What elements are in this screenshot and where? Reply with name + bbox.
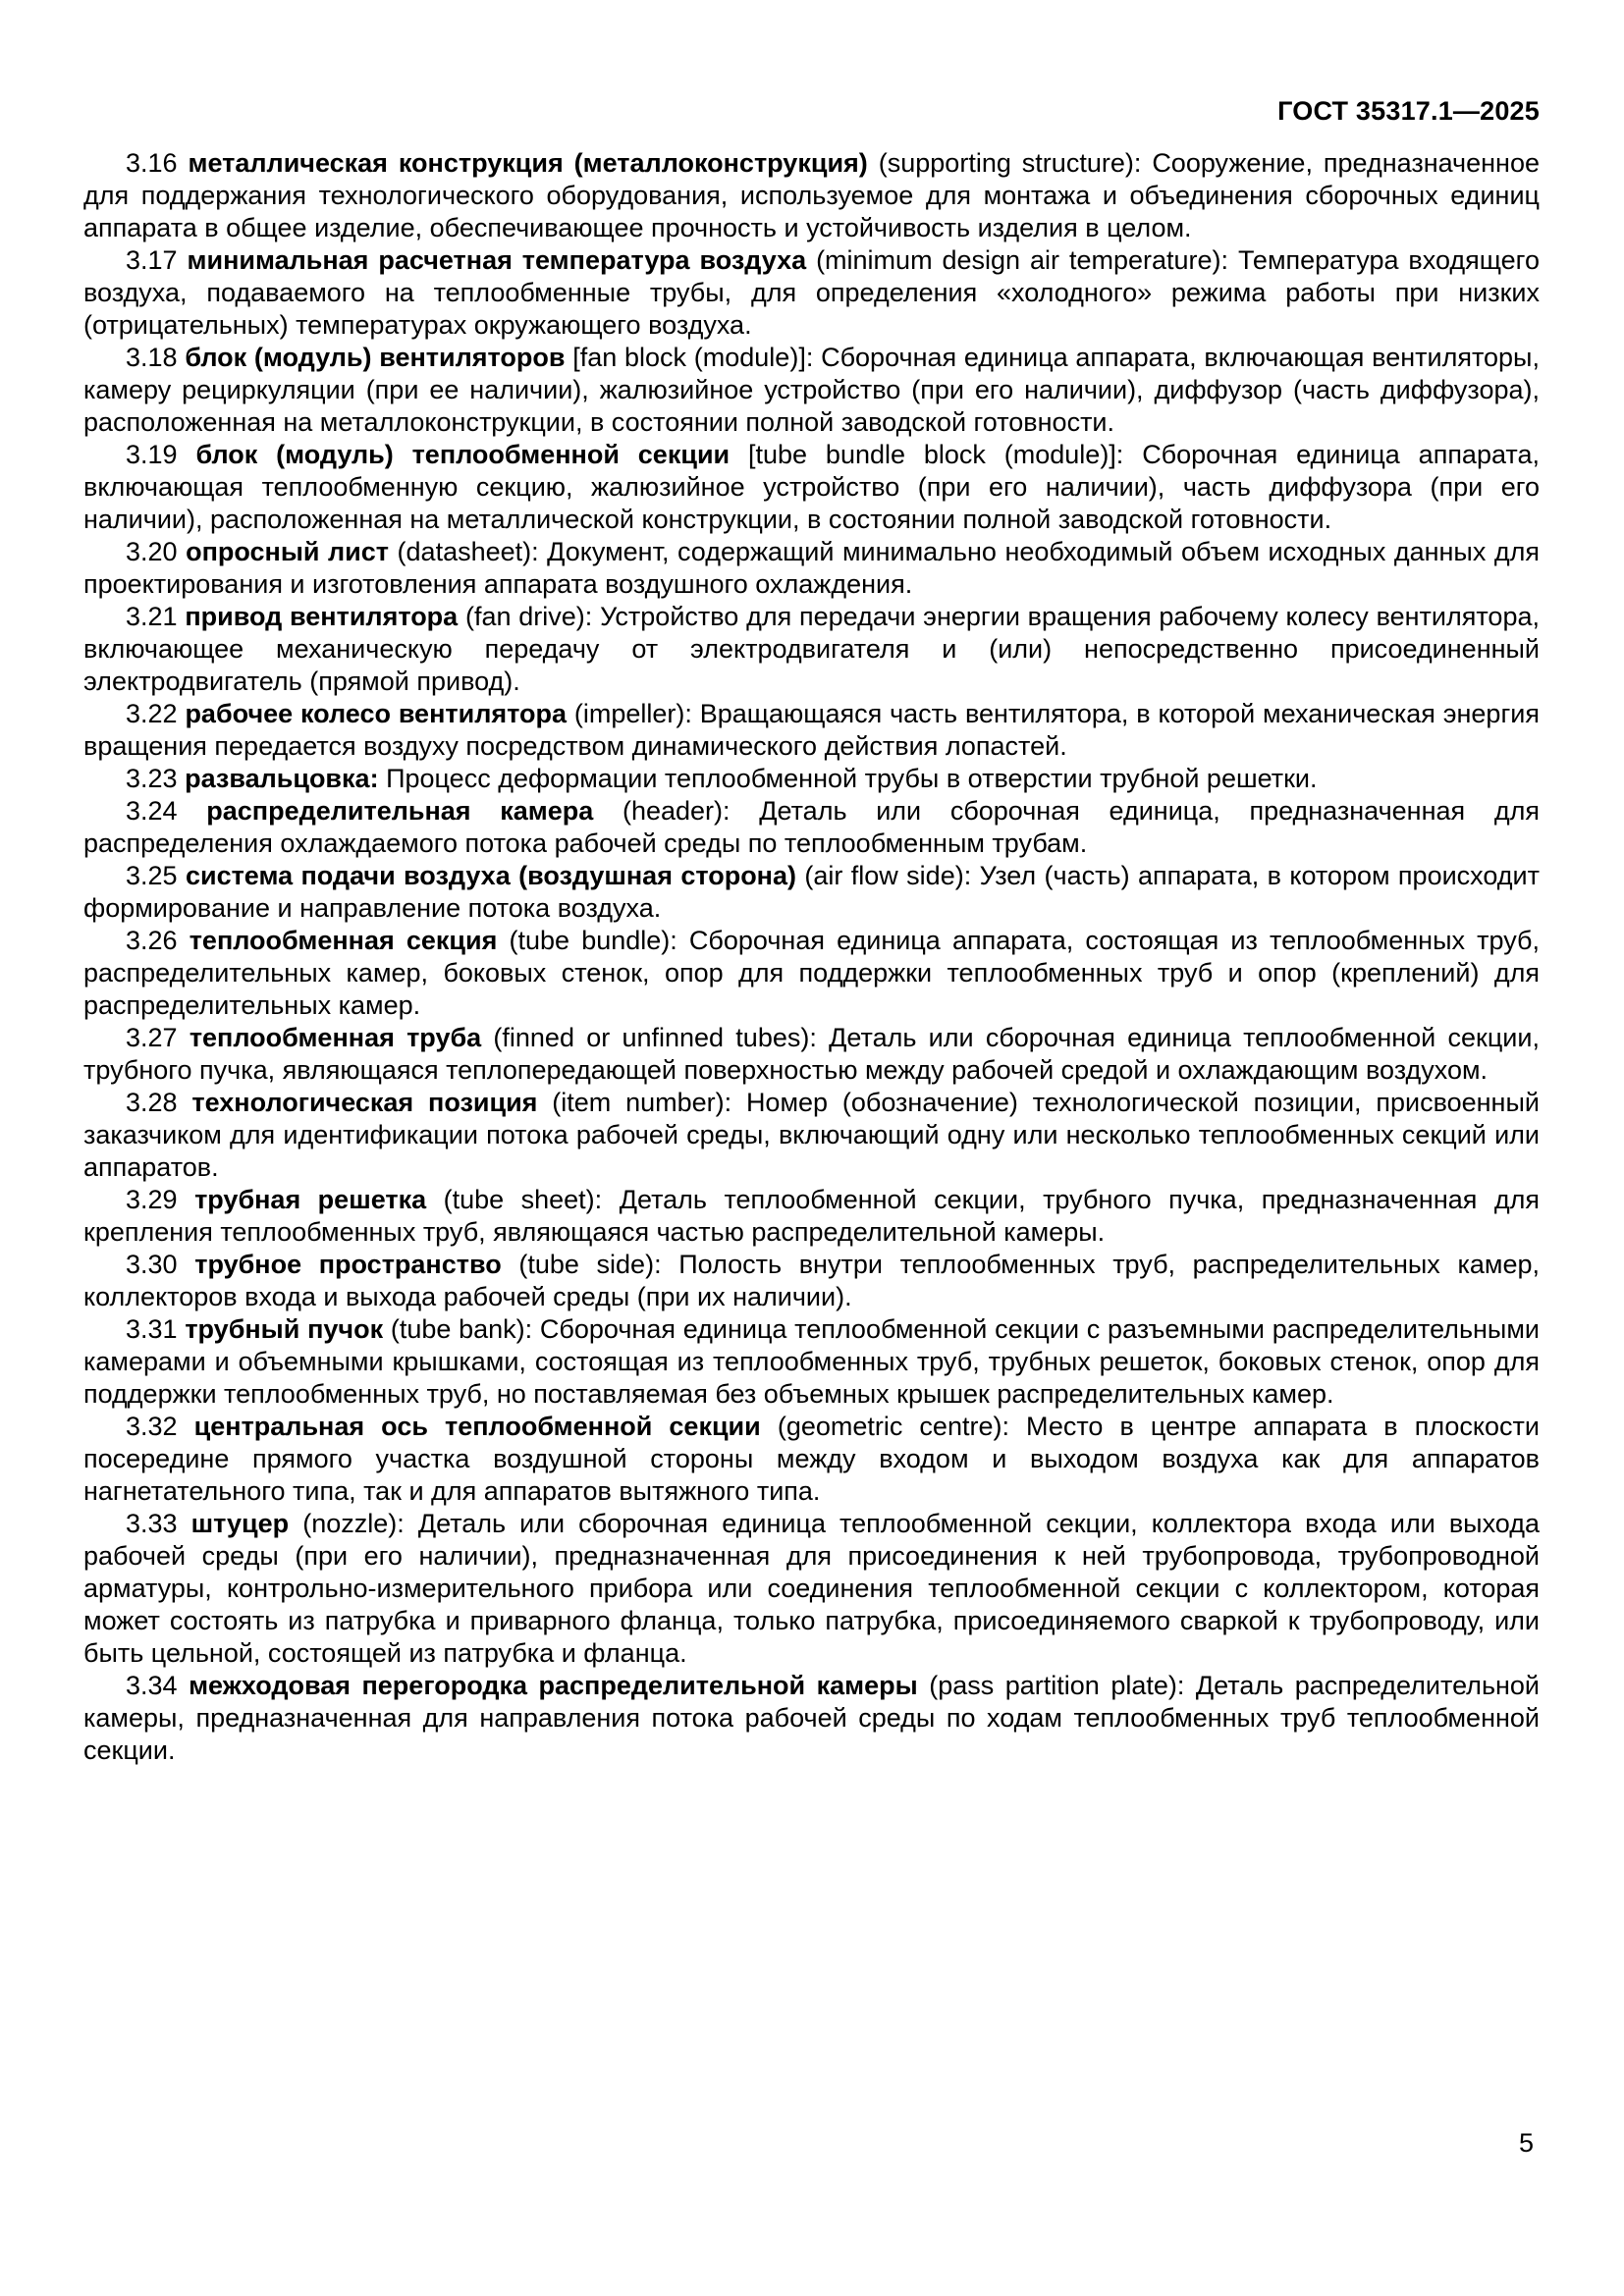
term-number: 3.17 [126, 245, 178, 275]
term-title: блок (модуль) теплообменной секции [195, 440, 731, 469]
term-english: (fan drive): [464, 602, 593, 631]
term-entry [83, 1508, 1540, 1670]
page-number: 5 [1518, 2128, 1534, 2158]
terms-list [83, 147, 1540, 1767]
term-definition: Вращающаяся часть вентилятора, в которой механическая энергия вращения передается воздуху посредством динамического действия лопастей. [83, 699, 1540, 761]
term-title: межходовая перегородка распределительной камеры [189, 1671, 918, 1700]
term-entry [83, 925, 1540, 1022]
term-definition: Деталь или сборочная единица теплообменной секции, коллектора входа или выхода рабочей среды (при его наличии), предназначенная для присоединения к ней трубопровода, трубопроводной арматуры, контрольно-измерительного прибора или соединения теплообменной секции с коллектором, которая может состоять из патрубка и приварного фланца, только патрубка, присоединяемого сваркой к трубопроводу, или быть цельной, состоящей из патрубка и фланца. [83, 1509, 1540, 1668]
term-entry [83, 244, 1540, 342]
term-title: теплообменная секция [189, 926, 498, 955]
term-english: (tube bank): [390, 1314, 533, 1344]
term-entry [83, 860, 1540, 925]
term-entry [83, 342, 1540, 439]
term-definition: Устройство для передачи энергии вращения рабочему колесу вентилятора, включающее механическую передачу от электродвигателя и (или) непосредственно присоединенный электродвигатель (прямой привод). [83, 602, 1540, 696]
term-title: рабочее колесо вентилятора [185, 699, 567, 728]
term-definition: Сооружение, предназначенное для поддержания технологического оборудования, используемое для монтажа и объединения сборочных единиц аппарата в общее изделие, обеспечивающее прочность и устойчивость изделия в целом. [83, 148, 1540, 242]
term-number: 3.18 [126, 343, 178, 372]
term-number: 3.34 [126, 1671, 178, 1700]
term-english: (supporting structure): [878, 148, 1142, 178]
term-definition: Место в центре аппарата в плоскости посередине прямого участка воздушной стороны между входом и выходом воздуха как для аппаратов нагнетательного типа, так и для аппаратов вытяжного типа. [83, 1412, 1540, 1506]
doc-number-header: ГОСТ 35317.1—2025 [1277, 96, 1540, 126]
term-number: 3.33 [126, 1509, 178, 1538]
term-english: [fan block (module)]: [572, 343, 814, 372]
term-definition: Сборочная единица теплообменной секции с разъемными распределительными камерами и объемными крышками, состоящая из теплообменных труб, трубных решеток, боковых стенок, опор для поддержки теплообменных труб, но поставляемая без объемных крышек распределительных камер. [83, 1314, 1540, 1409]
term-number: 3.29 [126, 1185, 178, 1214]
term-definition: Документ, содержащий минимально необходимый объем исходных данных для проектирования и изготовления аппарата воздушного охлаждения. [83, 537, 1540, 599]
term-definition: Сборочная единица аппарата, включающая вентиляторы, камеру рециркуляции (при ее наличии), жалюзийное устройство (при его наличии), диффузор (часть диффузора), расположенная на металлоконструкции, в состоянии полной заводской готовности. [83, 343, 1540, 437]
term-title: привод вентилятора [185, 602, 459, 631]
term-english: (finned or unfinned tubes): [493, 1023, 817, 1052]
term-english: (nozzle): [302, 1509, 405, 1538]
term-number: 3.20 [126, 537, 178, 566]
term-definition: Деталь или сборочная единица теплообменной секции, трубного пучка, являющаяся теплопередающей поверхностью между рабочей средой и охлаждающим воздухом. [83, 1023, 1540, 1085]
term-title: центральная ось теплообменной секции [193, 1412, 761, 1441]
term-title: блок (модуль) вентиляторов [185, 343, 566, 372]
term-title: трубное пространство [194, 1250, 502, 1279]
term-entry [83, 1249, 1540, 1313]
term-english: (datasheet): [397, 537, 539, 566]
term-english: (geometric centre): [777, 1412, 1009, 1441]
term-title: технологическая позиция [191, 1088, 538, 1117]
term-number: 3.26 [126, 926, 178, 955]
term-title: распределительная камера [206, 796, 594, 826]
term-title: трубная решетка [194, 1185, 427, 1214]
term-entry [83, 601, 1540, 698]
term-title: система подачи воздуха (воздушная сторона) [185, 861, 797, 890]
term-number: 3.21 [126, 602, 178, 631]
term-definition: Процесс деформации теплообменной трубы в отверстии трубной решетки. [386, 764, 1318, 793]
term-entry [83, 1411, 1540, 1508]
term-entry [83, 439, 1540, 536]
term-english: (impeller): [573, 699, 692, 728]
term-definition: Полость внутри теплообменных труб, распределительных камер, коллекторов входа и выхода рабочей среды (при их наличии). [83, 1250, 1540, 1311]
term-entry [83, 1670, 1540, 1767]
term-english: (tube bundle): [509, 926, 677, 955]
term-title: теплообменная труба [189, 1023, 482, 1052]
term-number: 3.24 [126, 796, 178, 826]
term-title: развальцовка: [185, 764, 379, 793]
term-definition: Номер (обозначение) технологической позиции, присвоенный заказчиком для идентификации потока рабочей среды, включающий одну или несколько теплообменных секций или аппаратов. [83, 1088, 1540, 1182]
term-entry [83, 763, 1540, 795]
term-title: опросный лист [186, 537, 390, 566]
term-entry [83, 698, 1540, 763]
term-english: (pass partition plate): [929, 1671, 1185, 1700]
term-number: 3.22 [126, 699, 178, 728]
term-number: 3.25 [126, 861, 178, 890]
term-definition: Деталь теплообменной секции, трубного пучка, предназначенная для крепления теплообменных труб, являющаяся частью распределительной камеры. [83, 1185, 1540, 1247]
term-number: 3.32 [126, 1412, 178, 1441]
term-english: (tube sheet): [443, 1185, 603, 1214]
term-entry [83, 1087, 1540, 1184]
term-entry [83, 536, 1540, 601]
term-english: (header): [622, 796, 731, 826]
term-number: 3.28 [126, 1088, 178, 1117]
term-definition: Узел (часть) аппарата, в котором происходит формирование и направление потока воздуха. [83, 861, 1540, 923]
term-definition: Сборочная единица аппарата, состоящая из теплообменных труб, распределительных камер, боковых стенок, опор для поддержки теплообменных труб и опор (креплений) для распределительных камер. [83, 926, 1540, 1020]
term-english: (item number): [552, 1088, 732, 1117]
term-number: 3.30 [126, 1250, 178, 1279]
term-title: минимальная расчетная температура воздуха [187, 245, 807, 275]
term-definition: Температура входящего воздуха, подаваемого на теплообменные трубы, для определения «холодного» режима работы при низких (отрицательных) температурах окружающего воздуха. [83, 245, 1540, 340]
term-definition: Деталь распределительной камеры, предназначенная для направления потока рабочей среды по ходам теплообменных труб теплообменной секции. [83, 1671, 1541, 1765]
term-entry [83, 1022, 1540, 1087]
term-number: 3.27 [126, 1023, 178, 1052]
term-english: (minimum design air temperature): [816, 245, 1229, 275]
term-title: штуцер [190, 1509, 290, 1538]
term-definition: Сборочная единица аппарата, включающая теплообменную секцию, жалюзийное устройство (при его наличии), часть диффузора (при его наличии), расположенная на металлической конструкции, в состоянии полной заводской готовности. [83, 440, 1540, 534]
term-title: металлическая конструкция (металлоконструкция) [188, 148, 868, 178]
term-definition: Деталь или сборочная единица, предназначенная для распределения охлаждаемого потока рабочей среды по теплообменным трубам. [83, 796, 1540, 858]
term-english: [tube bundle block (module)]: [748, 440, 1124, 469]
term-entry [83, 147, 1540, 244]
term-entry [83, 1184, 1540, 1249]
term-entry [83, 795, 1540, 860]
term-number: 3.19 [126, 440, 178, 469]
term-english: (tube side): [518, 1250, 662, 1279]
term-number: 3.23 [126, 764, 178, 793]
term-number: 3.31 [126, 1314, 178, 1344]
term-number: 3.16 [126, 148, 178, 178]
term-english: (air flow side): [804, 861, 972, 890]
term-entry [83, 1313, 1540, 1411]
term-title: трубный пучок [185, 1314, 384, 1344]
